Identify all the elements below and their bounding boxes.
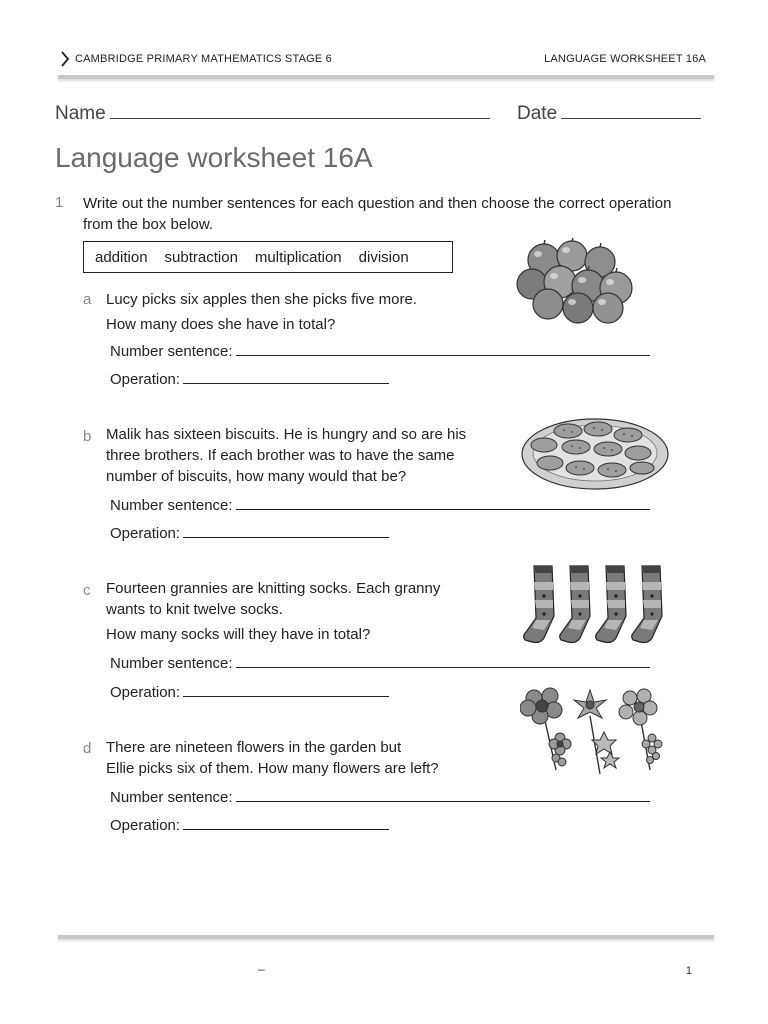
footer-divider (58, 935, 714, 939)
number-sentence-line[interactable] (236, 496, 650, 510)
item-b-number-sentence[interactable] (110, 496, 650, 514)
item-letter-a: a (83, 291, 92, 308)
number-sentence-line[interactable] (236, 654, 650, 668)
item-c-text (106, 578, 440, 645)
item-c-line: wants to knit twelve socks. (106, 601, 283, 618)
item-letter-c: c (83, 582, 91, 599)
number-sentence-label: Number sentence: (110, 497, 233, 514)
number-sentence-label: Number sentence: (110, 789, 233, 806)
item-c-line: Fourteen grannies are knitting socks. Each granny (106, 580, 441, 597)
operation-option: subtraction (164, 248, 238, 266)
operations-box (83, 241, 453, 273)
number-sentence-label: Number sentence: (110, 655, 233, 672)
item-d-text (106, 737, 439, 779)
item-c-number-sentence[interactable] (110, 654, 650, 672)
operation-label: Operation: (110, 371, 181, 388)
number-sentence-line[interactable] (236, 788, 650, 802)
date-line[interactable] (561, 100, 701, 119)
item-d-line: Ellie picks six of them. How many flowers are left? (106, 760, 439, 777)
item-b-line: three brothers. If each brother was to have the same (106, 447, 455, 464)
apples-illustration (514, 238, 638, 326)
operation-line[interactable] (183, 816, 389, 830)
operation-line[interactable] (183, 370, 389, 384)
item-b-line: Malik has sixteen biscuits. He is hungry and so are his (106, 426, 467, 443)
item-b-text (106, 424, 466, 487)
socks-illustration (518, 562, 672, 646)
question-number: 1 (55, 194, 64, 211)
item-a-operation[interactable] (110, 370, 389, 388)
operation-line[interactable] (183, 683, 389, 697)
item-d-line: There are nineteen flowers in the garden but (106, 739, 402, 756)
item-c-operation[interactable] (110, 683, 389, 701)
item-c-line: How many socks will they have in total? (106, 626, 371, 643)
item-a-number-sentence[interactable] (110, 342, 650, 360)
name-line[interactable] (110, 100, 490, 119)
date-label: Date (517, 103, 558, 124)
flowers-illustration (520, 686, 670, 780)
page-number: 1 (685, 965, 692, 977)
operation-label: Operation: (110, 817, 181, 834)
footer-dash: – (258, 962, 265, 976)
operation-label: Operation: (110, 684, 181, 701)
item-b-line: number of biscuits, how many would that be? (106, 468, 407, 485)
item-a-text (106, 289, 417, 335)
item-b-operation[interactable] (110, 524, 389, 542)
operation-option: division (358, 248, 409, 266)
question-text: Write out the number sentences for each question and then choose the correct operation from the box below. (83, 195, 672, 233)
page-title: Language worksheet 16A (55, 142, 373, 173)
operation-label: Operation: (110, 525, 181, 542)
biscuits-plate-illustration (520, 416, 670, 492)
name-field[interactable] (55, 100, 490, 125)
header-divider (58, 75, 714, 79)
item-letter-d: d (83, 740, 92, 757)
item-a-line: Lucy picks six apples then she picks five more. (106, 291, 417, 308)
operation-option: multiplication (254, 248, 342, 266)
number-sentence-line[interactable] (236, 342, 650, 356)
name-label: Name (55, 103, 106, 124)
item-letter-b: b (83, 428, 92, 445)
item-d-number-sentence[interactable] (110, 788, 650, 806)
operation-line[interactable] (183, 524, 389, 538)
item-d-operation[interactable] (110, 816, 389, 834)
chevron-right-icon (58, 50, 72, 68)
operation-option: addition (95, 248, 148, 266)
header-worksheet-id: LANGUAGE WORKSHEET 16A (544, 53, 706, 65)
item-a-line: How many does she have in total? (106, 316, 336, 333)
number-sentence-label: Number sentence: (110, 343, 233, 360)
date-field[interactable] (517, 100, 701, 125)
header-series-title: CAMBRIDGE PRIMARY MATHEMATICS STAGE 6 (75, 53, 332, 65)
